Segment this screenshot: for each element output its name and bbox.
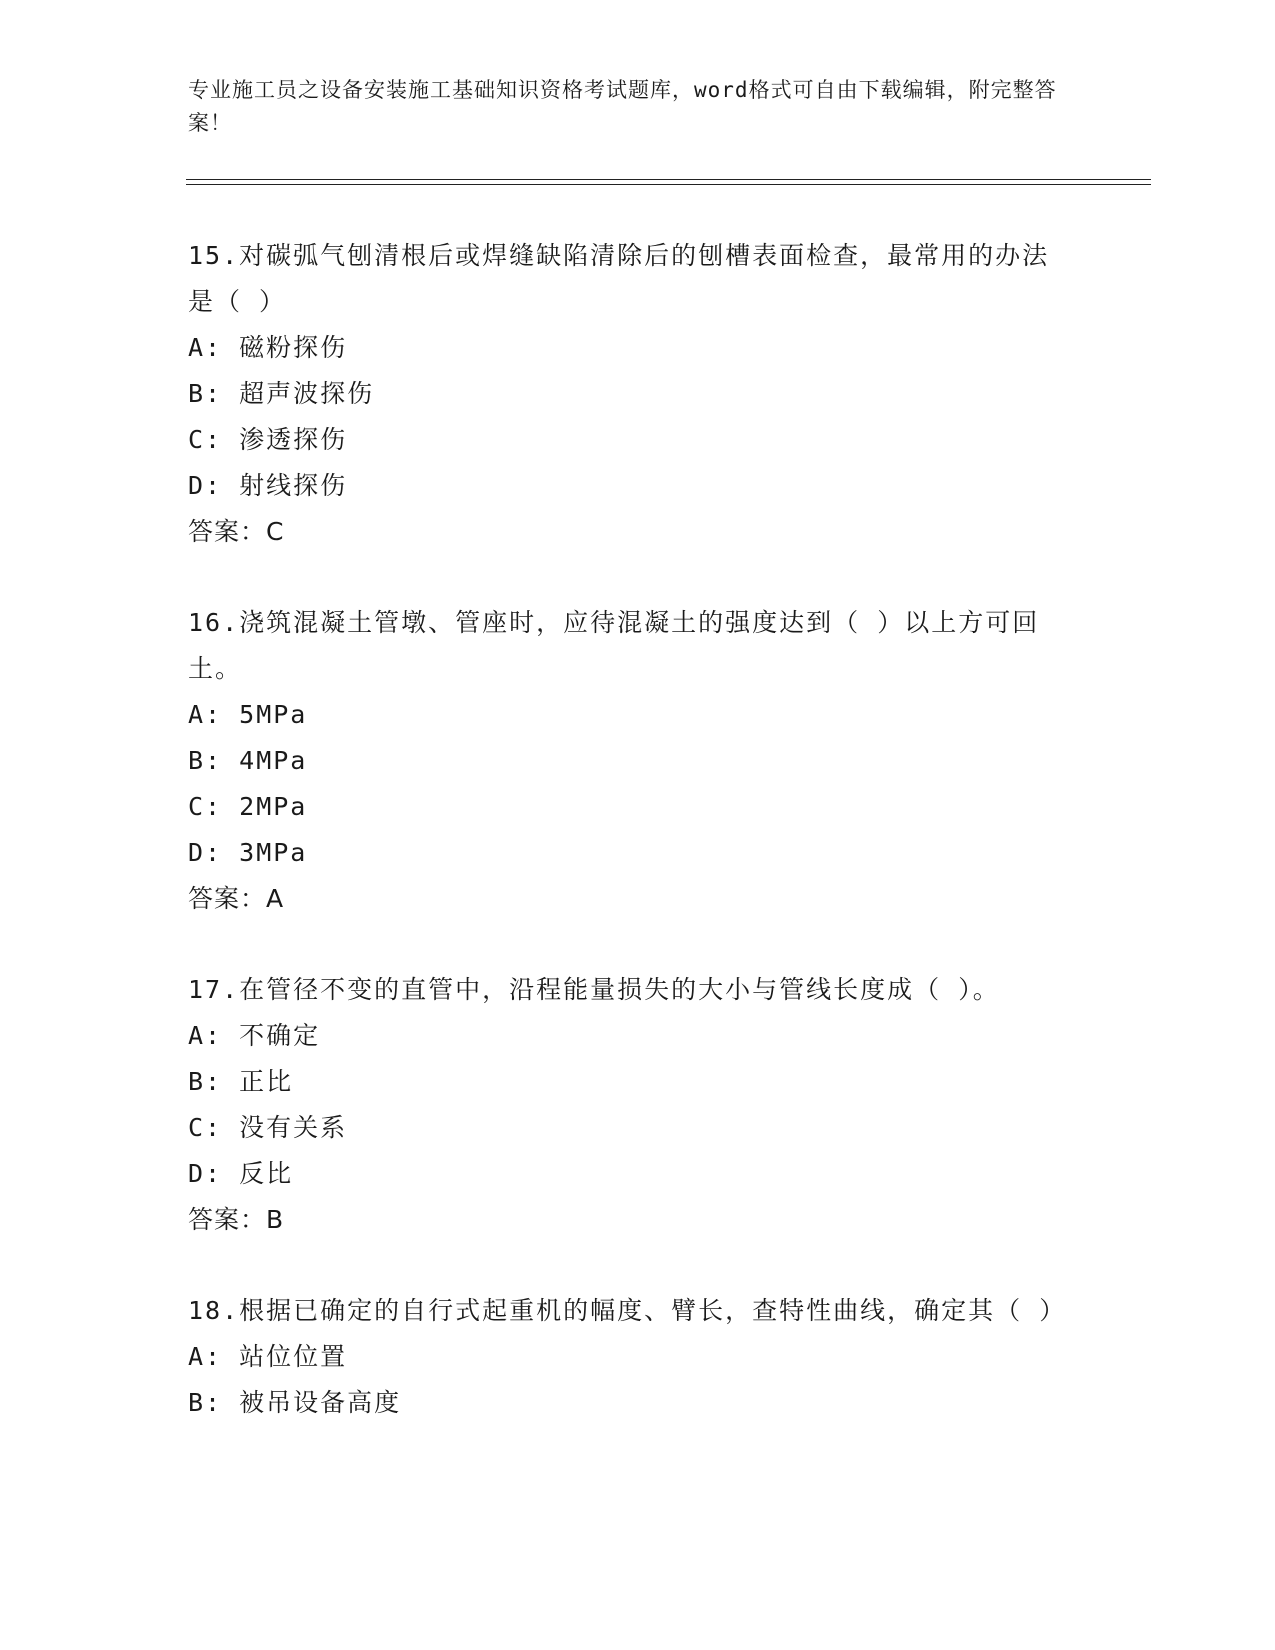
- option-b: B: 被吊设备高度: [188, 1388, 402, 1417]
- option-c: C: 没有关系: [188, 1113, 348, 1142]
- question-15: [188, 233, 1088, 555]
- option-d: D: 3MPa: [188, 838, 308, 867]
- option-d: D: 反比: [188, 1159, 294, 1188]
- document-header: 专业施工员之设备安装施工基础知识资格考试题库，word格式可自由下载编辑，附完整答案！: [188, 78, 1057, 135]
- header-divider-bottom: [186, 184, 1151, 185]
- question-16: [188, 600, 1088, 922]
- answer-line: 答案：B: [188, 1205, 285, 1234]
- question-stem: 18.根据已确定的自行式起重机的幅度、臂长，查特性曲线，确定其（ ）: [188, 1296, 1067, 1325]
- option-a: A: 站位位置: [188, 1342, 348, 1371]
- option-b: B: 4MPa: [188, 746, 308, 775]
- option-c: C: 2MPa: [188, 792, 308, 821]
- question-17: [188, 967, 1088, 1243]
- question-stem: 15.对碳弧气刨清根后或焊缝缺陷清除后的刨槽表面检查，最常用的办法是（ ）: [188, 241, 1050, 316]
- question-18: [188, 1288, 1088, 1426]
- question-stem: 17.在管径不变的直管中，沿程能量损失的大小与管线长度成（ ）。: [188, 975, 1000, 1004]
- option-a: A: 5MPa: [188, 700, 308, 729]
- option-b: B: 正比: [188, 1067, 294, 1096]
- option-c: C: 渗透探伤: [188, 425, 348, 454]
- option-d: D: 射线探伤: [188, 471, 348, 500]
- answer-line: 答案：A: [188, 884, 285, 913]
- question-stem: 16.浇筑混凝土管墩、管座时，应待混凝土的强度达到（ ）以上方可回土。: [188, 608, 1040, 683]
- header-divider-top: [186, 179, 1151, 180]
- option-a: A: 不确定: [188, 1021, 321, 1050]
- answer-line: 答案：C: [188, 517, 285, 546]
- option-a: A: 磁粉探伤: [188, 333, 348, 362]
- option-b: B: 超声波探伤: [188, 379, 375, 408]
